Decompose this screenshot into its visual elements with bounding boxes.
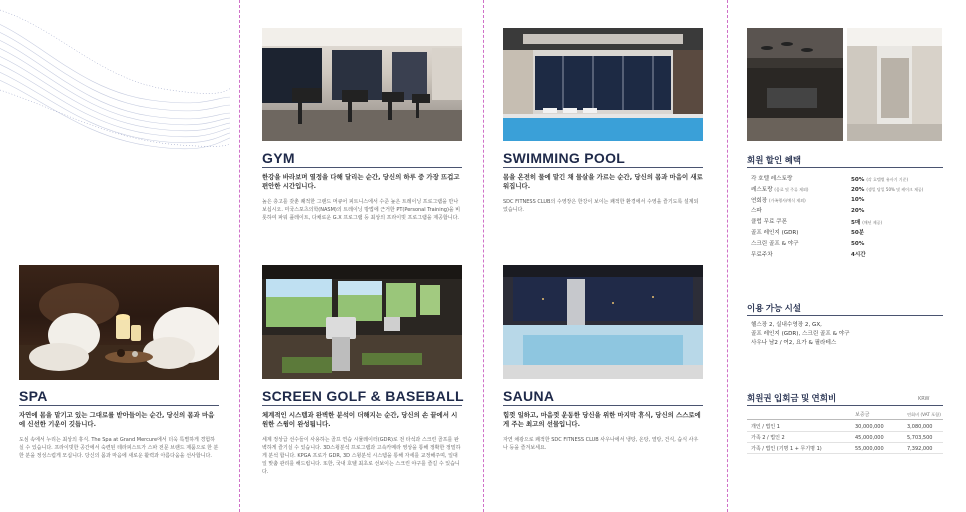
facilities-line-3: 사우나 남2 / 여2, 요가 & 필라테스 (751, 340, 837, 346)
sauna-body: 자연 채광으로 쾌적한 SDC FITNESS CLUB 사우나에서 냉탕, 온탕, 열탕, 건식, 습식 사우나 등을 즐겨보세요. (503, 437, 699, 451)
facilities-line-2: 골프 레인지 (GDR), 스크린 골프 & 야구 (751, 331, 850, 337)
spa-photo (19, 265, 219, 380)
fees-title: 회원권 입회금 및 연회비 (747, 393, 837, 403)
lounge-photo (747, 28, 843, 141)
fees-currency: KRW (918, 396, 930, 402)
spa-body: 도심 속에서 누리는 최상의 휴식. The Spa at Grand Mercure에서 더욱 특별하게 경험하실 수 있습니다. 프라이빗한 공간에서 숙련된 테라피스트가 스파 전문 브랜드 제품으로 한 분 한 분을 정성스럽게 모십니다. 당신의 몸과 마음에 새로운 활력과 아름다움을 선사합니다. (19, 437, 219, 459)
facilities-line-1: 헬스장 2, 실내수영장 2, GX, (751, 322, 822, 328)
swimming-pool-body: SDC FITNESS CLUB의 수영장은 한강이 보이는 쾌적한 환경에서 수영을 즐기도록 설계되었습니다. (503, 199, 699, 213)
wave-lines-decoration (0, 0, 230, 160)
gym-subtitle: 한강을 바라보며 열정을 다해 달리는 순간, 당신의 하루 중 가장 뜨겁고 편안한 시간입니다. (262, 173, 460, 190)
column-divider-2 (483, 0, 484, 512)
spa-title-rule (19, 405, 219, 406)
sauna-title: SAUNA (503, 388, 555, 404)
swimming-pool-photo (503, 28, 703, 141)
benefit-row: 골프 레인지 (GDR) 50분 (751, 230, 865, 236)
fees-row: 개인 / 법인 1 30,000,000 3,080,000 (747, 422, 943, 432)
fees-row: 가족 / 법인 (기명 1 + 무기명 1) 55,000,000 7,392,000 (747, 444, 943, 454)
screen-golf-title-rule (262, 405, 462, 406)
benefit-row: 스크린 골프 & 야구 50% (751, 241, 865, 247)
facilities-title-rule (747, 315, 943, 316)
fees-row: 가족 2 / 법인 2 45,000,000 5,703,500 (747, 433, 943, 443)
gym-photo (262, 28, 462, 141)
sauna-title-rule (503, 405, 703, 406)
benefit-row: 스파 20% (751, 208, 865, 214)
column-divider-1 (239, 0, 240, 512)
screen-golf-subtitle: 체계적인 시스템과 완벽한 분석이 더해지는 순간, 당신의 손 끝에서 시원한 스윙이 완성됩니다. (262, 411, 458, 428)
gym-title-rule (262, 167, 462, 168)
benefits-title-rule (747, 167, 943, 168)
column-divider-3 (727, 0, 728, 512)
spa-title: SPA (19, 388, 48, 404)
swimming-pool-title-rule (503, 167, 703, 168)
sauna-subtitle: 힘껏 일하고, 마음껏 운동한 당신을 위한 마지막 휴식, 당신의 스스로에게 주는 최고의 선물입니다. (503, 411, 701, 428)
screen-golf-body: 세계 정상급 선수들이 사용하는 골프 연습 시뮬레이터(GDR)로 전 타석과 스크린 골프를 완벽하게 즐기실 수 있습니다. 3D스윙분석 프로그램과 고속카메라 영상을 통해 정확한 정밀하게 분석 합니다. KPGA 프로가 GDR, 3D 스윙분석 시스템을 통해 자세를 교정해주며, 일대일 맞춤 관리를 해드립니다. 또한, 국내 호텔 최초로 선보이는 스크린 야구를 즐길 수 있습니다. (262, 437, 461, 475)
sauna-photo (503, 265, 703, 379)
gym-title: GYM (262, 150, 295, 166)
spa-subtitle: 자연에 몸을 맡기고 있는 그대로를 받아들이는 순간, 당신의 몸과 마음에 신선한 기운이 깃듭니다. (19, 411, 215, 428)
benefits-title: 회원 할인 혜택 (747, 155, 801, 165)
fees-header-row: 보증금 연회비 (VAT 포함) (747, 410, 943, 420)
swimming-pool-subtitle: 몸을 온전히 물에 맡긴 채 물살을 가르는 순간, 당신의 몸과 마음이 새로워집니다. (503, 173, 703, 190)
facilities-title: 이용 가능 시설 (747, 303, 801, 313)
benefit-row: 레스토랑 (음료 및 주류 제외) 20% (생일 당일 50% 및 케이크 제공) (751, 187, 924, 193)
gym-body: 높은 층고를 갖춘 쾌적한 그랜드 머큐어 피트니스에서 수준 높은 트레이닝 프로그램을 만나보십시오. 미국스포츠의학(NASM)의 트레이닝 방법에 근거한 PT(Personal Training)을 비롯하여 파워 플레이트, 다채로운 G.X 프로그램 등 최상의 프라이빗 프로그램을 제공합니다. (262, 199, 461, 221)
swimming-pool-title: SWIMMING POOL (503, 150, 626, 166)
benefit-row: 연회장 (가족행사/예식 제외) 10% (751, 197, 865, 204)
benefit-row: 무료주차 4시간 (751, 252, 866, 258)
fees-title-rule (747, 405, 943, 406)
locker-room-photo (847, 28, 942, 141)
screen-golf-title: SCREEN GOLF & BASEBALL (262, 388, 464, 404)
benefit-row: 클럽 무료 쿠폰 5매 (매년 제공) (751, 219, 883, 226)
screen-golf-photo (262, 265, 462, 379)
benefit-row: 각 호텔 레스토랑 50% (각 호텔별 유사기 기준) (751, 176, 909, 183)
